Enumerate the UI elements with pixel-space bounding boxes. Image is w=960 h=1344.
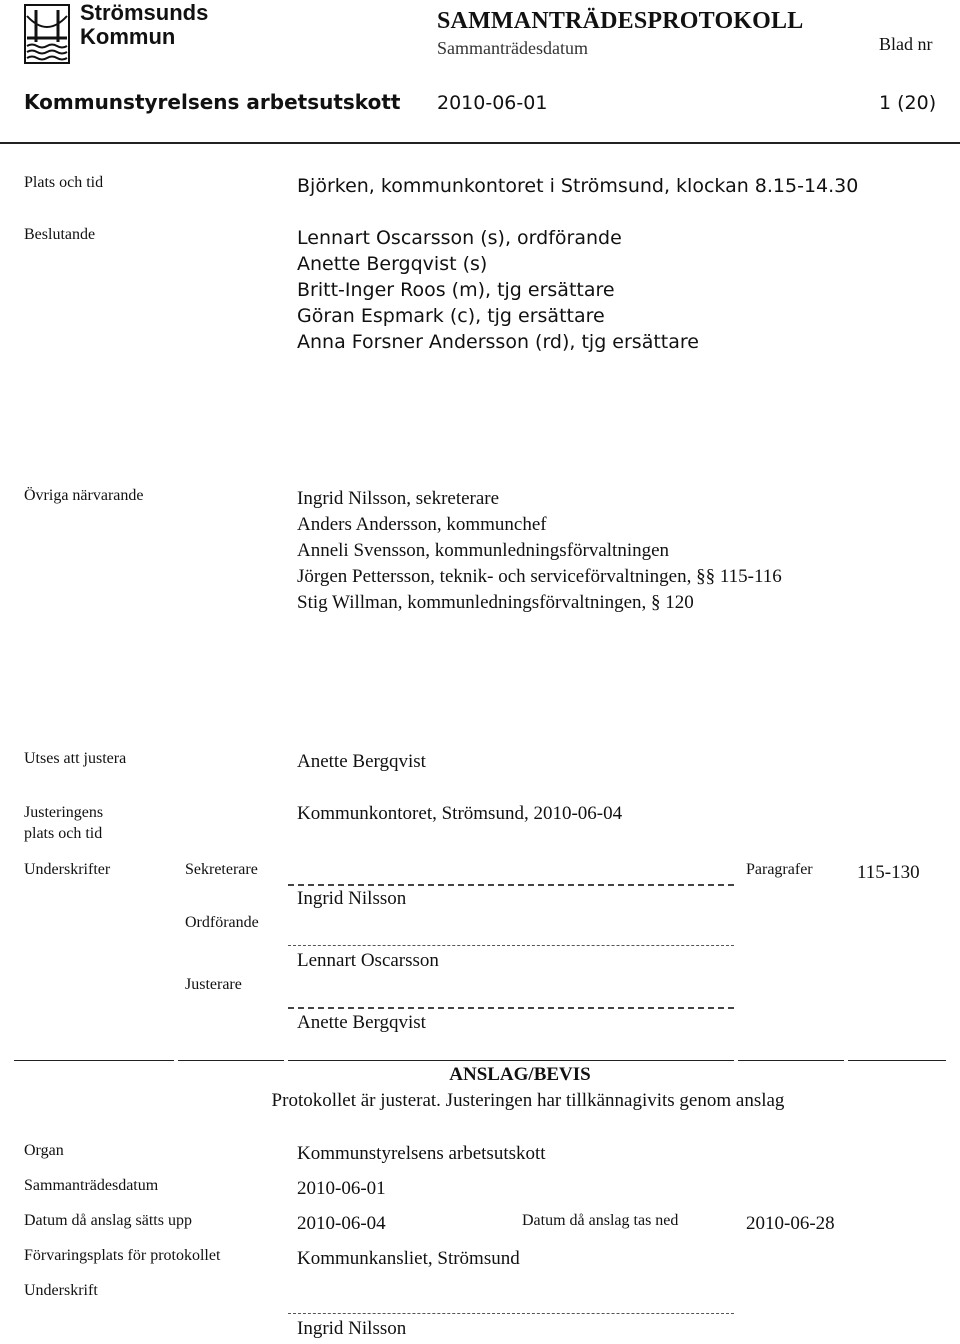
chairman-label: Ordförande bbox=[185, 914, 259, 931]
list-item: Jörgen Pettersson, teknik- och serviceförvaltningen, §§ 115-116 bbox=[297, 566, 782, 587]
document-subtitle: Sammanträdesdatum bbox=[437, 38, 588, 58]
logo-line-2: Kommun bbox=[80, 24, 176, 49]
organ-value: Kommunstyrelsens arbetsutskott bbox=[297, 1143, 546, 1164]
list-item: Anneli Svensson, kommunledningsförvaltningen bbox=[297, 540, 670, 561]
paragraphs-label: Paragrafer bbox=[746, 861, 813, 878]
adjustment-place-value: Kommunkontoret, Strömsund, 2010-06-04 bbox=[297, 803, 623, 824]
page-number: 1 (20) bbox=[879, 92, 937, 114]
list-item: Ingrid Nilsson, sekreterare bbox=[297, 488, 500, 509]
adjuster-name: Anette Bergqvist bbox=[297, 1012, 426, 1033]
signature-label: Underskrift bbox=[24, 1282, 98, 1299]
section-divider-3 bbox=[288, 1060, 734, 1061]
paragraphs-value: 115-130 bbox=[857, 862, 920, 883]
secretary-name: Ingrid Nilsson bbox=[297, 888, 407, 909]
chairman-name: Lennart Oscarsson bbox=[297, 950, 439, 971]
decision-makers-list bbox=[297, 225, 699, 355]
section-divider-2 bbox=[178, 1060, 284, 1061]
notice-meeting-date-value: 2010-06-01 bbox=[297, 1178, 386, 1199]
logo-wordmark bbox=[80, 1, 208, 49]
others-present-list bbox=[297, 486, 782, 616]
secretary-label: Sekreterare bbox=[185, 861, 258, 878]
list-item: Anders Andersson, kommunchef bbox=[297, 514, 547, 535]
signatures-label: Underskrifter bbox=[24, 861, 111, 878]
organ-label: Organ bbox=[24, 1142, 64, 1159]
committee-name: Kommunstyrelsens arbetsutskott bbox=[24, 90, 401, 114]
adjuster-signature-label: Justerare bbox=[185, 976, 242, 993]
document-title: SAMMANTRÄDESPROTOKOLL bbox=[437, 8, 804, 34]
list-item: Stig Willman, kommunledningsförvaltningen, § 120 bbox=[297, 592, 694, 613]
posting-date-value: 2010-06-04 bbox=[297, 1213, 386, 1234]
list-item: Göran Espmark (c), tjg ersättare bbox=[297, 305, 605, 327]
place-time-label: Plats och tid bbox=[24, 174, 104, 191]
list-item: Anette Bergqvist (s) bbox=[297, 253, 488, 275]
storage-place-label: Förvaringsplats för protokollet bbox=[24, 1247, 221, 1264]
adjuster-value: Anette Bergqvist bbox=[297, 751, 426, 772]
notice-title: ANSLAG/BEVIS bbox=[449, 1064, 591, 1085]
removal-date-value: 2010-06-28 bbox=[746, 1213, 835, 1234]
meeting-date: 2010-06-01 bbox=[437, 92, 548, 114]
notice-signer-name: Ingrid Nilsson bbox=[297, 1318, 407, 1339]
section-divider-1 bbox=[14, 1060, 174, 1061]
removal-date-label: Datum då anslag tas ned bbox=[522, 1212, 679, 1229]
place-time-value: Björken, kommunkontoret i Strömsund, klockan 8.15-14.30 bbox=[297, 175, 859, 197]
notice-meeting-date-label: Sammanträdesdatum bbox=[24, 1177, 159, 1194]
notice-signature-line bbox=[288, 1313, 734, 1314]
section-divider-4 bbox=[738, 1060, 844, 1061]
decision-makers-label: Beslutande bbox=[24, 226, 96, 243]
municipality-logo bbox=[24, 4, 70, 64]
notice-subtitle: Protokollet är justerat. Justeringen har tillkännagivits genom anslag bbox=[271, 1090, 785, 1111]
adjuster-signature-line bbox=[288, 1007, 734, 1009]
adjustment-place-label bbox=[24, 802, 103, 844]
page-number-label: Blad nr bbox=[879, 34, 933, 54]
adjustment-place-label-line-2: plats och tid bbox=[24, 825, 103, 842]
adjuster-label: Utses att justera bbox=[24, 750, 127, 767]
section-divider-5 bbox=[848, 1060, 946, 1061]
logo-line-1: Strömsunds bbox=[80, 0, 209, 25]
others-present-label: Övriga närvarande bbox=[24, 487, 144, 504]
list-item: Lennart Oscarsson (s), ordförande bbox=[297, 227, 622, 249]
adjustment-place-label-line-1: Justeringens bbox=[24, 804, 104, 821]
header-divider bbox=[0, 142, 960, 144]
chairman-signature-line bbox=[288, 945, 734, 946]
list-item: Britt-Inger Roos (m), tjg ersättare bbox=[297, 279, 615, 301]
list-item: Anna Forsner Andersson (rd), tjg ersättare bbox=[297, 331, 699, 353]
storage-place-value: Kommunkansliet, Strömsund bbox=[297, 1248, 520, 1269]
posting-date-label: Datum då anslag sätts upp bbox=[24, 1212, 192, 1229]
